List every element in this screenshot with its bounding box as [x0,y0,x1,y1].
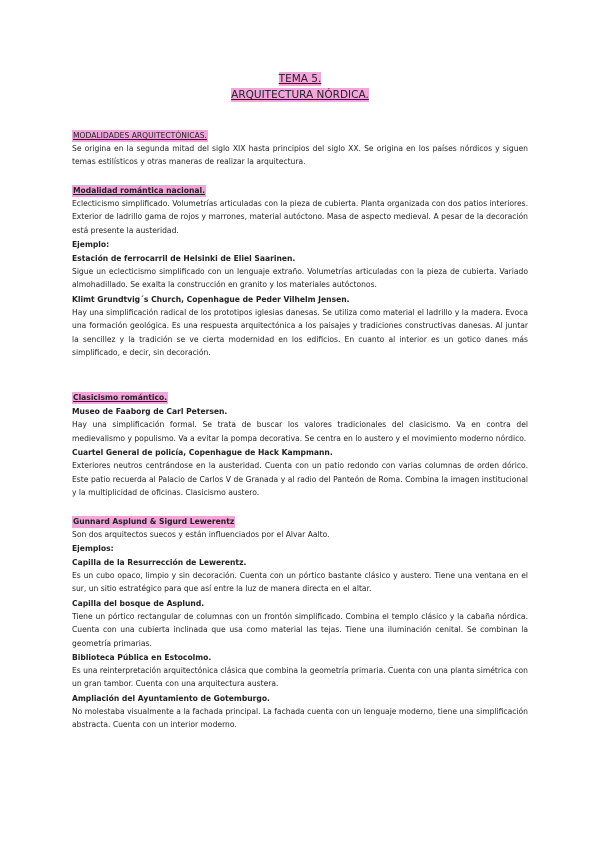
paragraph: Eclecticismo simplificado. Volumetrías articuladas con la pieza de cubierta. Planta organizada con dos patios interiores. Exterior de ladrillo gama de rojos y marrones, material autóctono. Masa de aspecto medieval. A pesar de la decoración está presente la austeridad. [72,198,528,235]
example-title: Biblioteca Pública en Estocolmo. [72,652,212,662]
example-title: Ampliación del Ayuntamiento de Gotemburgo. [72,693,270,703]
title-subject: ARQUITECTURA NÓRDICA. [231,89,369,101]
paragraph: Hay una simplificación radical de los prototipos iglesias danesas. Se utiliza como material el ladrillo y la madera. Evoca una formación geológica. Es una respuesta arquitectónica a los paisajes y tradiciones constructivas danesas. Al juntar la sencillez y la tradición se ve cierta modernidad en los edificios. En cuanto al interior es un gotico danes más simplificado, e decir, sin decoración. [72,307,528,358]
section-modalidades [72,123,528,169]
section-romantica [72,178,528,360]
section-clasicismo [72,385,528,499]
title-topic: TEMA 5. [278,73,322,85]
section-heading: Gunnard Asplund & Sigurd Lewerentz [73,516,235,526]
section-heading: MODALIDADES ARQUITECTÓNICAS. [73,131,207,140]
section-heading: Clasicismo romántico. [73,393,168,403]
example-title: Klimt Grundtvig´s Church, Copenhague de Peder Vilhelm Jensen. [72,294,350,304]
document-body [72,123,528,732]
paragraph: No molestaba visualmente a la fachada principal. La fachada cuenta con un lenguaje moderno, tiene una simplificación abstracta. Cuenta con un interior moderno. [72,706,528,730]
example-title: Estación de ferrocarril de Helsinki de Eliel Saarinen. [72,254,296,264]
paragraph: Tiene un pórtico rectangular de columnas con un frontón simplificado. Combina el templo clásico y la cabaña nórdica. Cuenta con una cubierta inclinada que usa como material las tejas. Tiene una iluminación cenital. Se combinan la geometría primarias. [72,611,528,648]
example-title: Museo de Faaborg de Carl Petersen. [72,407,228,417]
section-asplund-lewerentz [72,509,528,732]
title-block [0,72,600,104]
paragraph: Son dos arquitectos suecos y están influenciados por el Alvar Aalto. [72,529,330,539]
paragraph: Sigue un eclecticismo simplificado con un lenguaje extraño. Volumetrías articuladas con la pieza de cubierta. Variado almohadillado. Se exalta la construcción en granito y los materiales autóctonos. [72,267,528,290]
example-title: Capilla de la Resurrección de Lewerentz. [72,557,247,567]
example-title: Cuartel General de policía, Copenhague de Hack Kampmann. [72,448,333,458]
paragraph: Exteriores neutros centrándose en la austeridad. Cuenta con un patio redondo con varias columnas de orden dórico. Este patio recuerda al Palacio de Carlos V de Granada y al radio del Panteón de Roma. Combina la imagen institucional y la multiplicidad de oficinas. Clasicismo austero. [72,461,528,498]
paragraph: Es una reinterpretación arquitectónica clásica que combina la geometría primaria. Cuenta con una planta simétrica con un gran tambor. Cuenta con una arquitectura austera. [72,665,528,689]
paragraph: Hay una simplificación formal. Se trata de buscar los valores tradicionales del clasicismo. Va en contra del medievalismo y populismo. Va a evitar la pompa decorativa. Se centra en lo austero y el movimiento moderno nórdico. [72,420,528,443]
example-label: Ejemplo: [72,240,110,250]
example-label: Ejemplos: [72,543,114,553]
section-heading: Modalidad romántica nacional. [73,185,205,195]
paragraph: Es un cubo opaco, limpio y sin decoración. Cuenta con un pórtico bastante clásico y austero. Tiene una ventana en el sur, un sitio estratégico para que así entre la luz de manera directa en el altar. [72,570,528,594]
paragraph: Se origina en la segunda mitad del siglo XIX hasta principios del siglo XX. Se origina en los países nórdicos y siguen temas estilísticos y otras maneras de realizar la arquitectura. [72,144,528,167]
example-title: Capilla del bosque de Asplund. [72,598,205,608]
